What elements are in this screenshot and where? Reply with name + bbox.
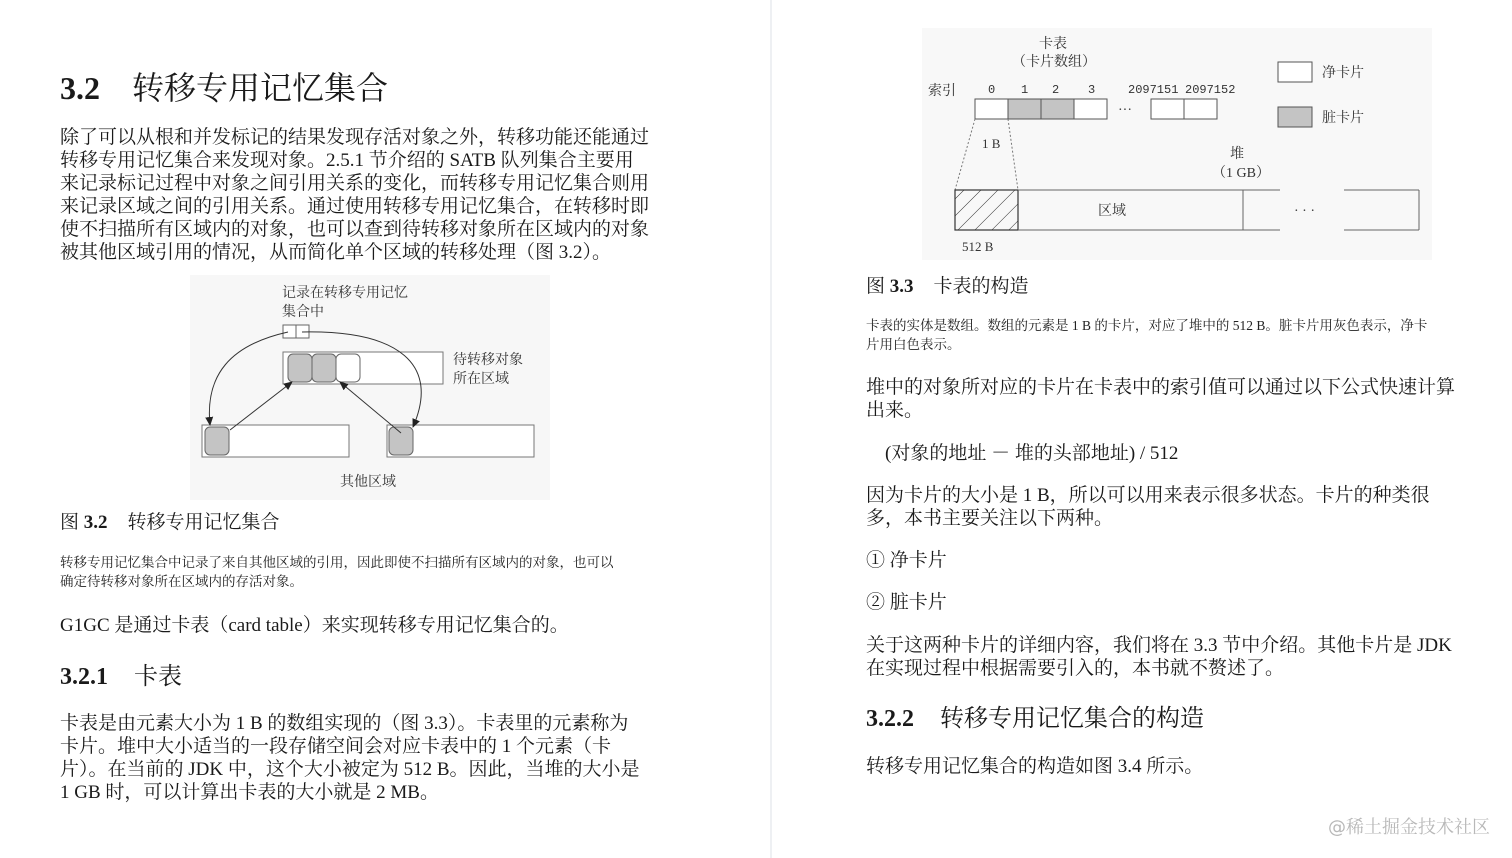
text-line: 卡表是由元素大小为 1 B 的数组实现的（图 3.3）。卡表里的元素称为 [60,713,629,734]
text-line: G1GC 是通过卡表（card table）来实现转移专用记忆集合的。 [60,615,569,636]
referencing-object [389,427,413,455]
list-item-dirty [866,591,947,614]
section-number: 3.2 [60,70,100,106]
section-heading [60,68,388,108]
watermark: @稀土掘金技术社区 [1328,817,1490,838]
figure-3-2-title [60,511,280,535]
label-recorded-line2: 集合中 [282,305,324,320]
index-label: 2097152 [1185,83,1236,97]
card-dirty [1041,99,1074,119]
figure-3-2-diagram [190,275,550,500]
label-block-size: 512 B [962,239,994,254]
card-ellipsis: ··· [1118,103,1132,118]
caption-line: 卡表的实体是数组。数组的元素是 1 B 的卡片，对应了堆中的 512 B。脏卡片用灰色表示，净卡 [866,318,1428,333]
caption-line: 确定待转移对象所在区域内的存活对象。 [60,574,303,589]
label-one-byte: 1 B [982,136,1001,151]
subsection-title: 卡表 [134,664,182,690]
intro-paragraph [60,126,649,264]
index-label: 3 [1088,83,1096,97]
card-table-paragraph [60,712,640,804]
index-label: 2 [1052,83,1060,97]
text-line: 来记录区域之间的引用关系。通过使用转移专用记忆集合，在转移时即 [60,196,650,217]
text-line: 被其他区域引用的情况，从而简化单个区域的转移处理（图 3.2）。 [60,242,612,263]
text-line: 片）。在当前的 JDK 中，这个大小被定为 512 B。因此，当堆的大小是 [60,759,640,780]
remembered-set-entry [283,325,296,338]
text-line: 关于这两种卡片的详细内容，我们将在 3.3 节中介绍。其他卡片是 JDK [866,635,1452,656]
text-line: 1 GB 时，可以计算出卡表的大小就是 2 MB。 [60,782,439,803]
list-item: ① 净卡片 [866,550,947,571]
index-paragraph [866,376,1455,422]
card-clean [975,99,1008,119]
figure-prefix: 图 [866,276,886,297]
caption-line: 转移专用记忆集合中记录了来自其他区域的引用，因此即使不扫描所有区域内的对象，也可以 [60,555,614,570]
text-line: 使不扫描所有区域内的对象，也可以查到待转移对象所在区域内的对象 [60,219,650,240]
label-card-table: 卡表 [1039,37,1067,52]
text-line: 除了可以从根和并发标记的结果发现存活对象之外，转移功能还能通过 [60,127,650,148]
label-other-regions: 其他区域 [340,475,396,490]
legend-dirty-label: 脏卡片 [1322,111,1364,126]
list-item-clean [866,549,947,572]
subsection-heading-3-2-1 [60,662,182,692]
figure-3-2-caption [60,553,614,591]
text-line: 卡片。堆中大小适当的一段存储空间会对应卡表中的 1 个元素（卡 [60,736,612,757]
label-target-line2: 所在区域 [453,372,509,387]
label-heap: 堆 [1230,147,1244,162]
subsection-title: 转移专用记忆集合的构造 [940,706,1204,732]
label-target-line1: 待转移对象 [453,353,523,368]
formula [885,442,1178,465]
card-clean [1184,99,1217,119]
section-title: 转移专用记忆集合 [132,70,389,106]
label-region: 区域 [1098,204,1126,219]
text-line: 转移专用记忆集合来发现对象。2.5.1 节介绍的 SATB 队列集合主要用 [60,150,634,171]
label-index: 索引 [928,84,956,99]
object [336,354,360,382]
figure-number: 3.2 [83,512,108,533]
label-heap-size: （1 GB） [1212,166,1270,181]
live-object [288,354,312,382]
figure-title-text: 转移专用记忆集合 [127,512,280,533]
figure-3-3-title [866,275,1029,299]
text-line: 堆中的对象所对应的卡片在卡表中的索引值可以通过以下公式快速计算 [866,377,1456,398]
caption-line: 片用白色表示。 [866,337,961,352]
figure-number: 3.3 [889,276,914,297]
index-label: 1 [1021,83,1029,97]
legend-clean-label: 净卡片 [1322,66,1364,81]
text-line: 出来。 [866,400,924,421]
referencing-object [205,427,229,455]
formula-text: (对象的地址 － 堆的头部地址) / 512 [885,443,1179,464]
text-line: 因为卡片的大小是 1 B，所以可以用来表示很多状态。卡片的种类很 [866,485,1430,506]
index-label: 0 [988,83,996,97]
text-line: 多，本书主要关注以下两种。 [866,508,1114,529]
g1gc-paragraph [60,614,569,637]
figure-3-3-caption [866,316,1427,354]
list-item: ② 脏卡片 [866,592,947,613]
structure-paragraph [866,755,1203,778]
legend-dirty-swatch [1278,107,1312,127]
live-object [312,354,336,382]
card-dirty [1008,99,1041,119]
text-line: 转移专用记忆集合的构造如图 3.4 所示。 [866,756,1204,777]
details-paragraph [866,634,1452,680]
right-page [772,0,1512,858]
label-recorded-line1: 记录在转移专用记忆 [282,286,408,301]
heap-ellipsis: · · · [1294,204,1315,219]
figure-3-3-diagram [922,28,1432,260]
index-label: 2097151 [1128,83,1179,97]
text-line: 来记录标记过程中对象之间引用关系的变化，而转移专用记忆集合则用 [60,173,650,194]
card-clean [1074,99,1107,119]
label-card-array: （卡片数组） [1012,55,1096,70]
figure-prefix: 图 [60,512,80,533]
subsection-number: 3.2.1 [60,664,108,690]
figure-title-text: 卡表的构造 [933,276,1029,297]
subsection-number: 3.2.2 [866,706,914,732]
kinds-paragraph [866,484,1430,530]
heap-block-512b [955,190,1018,230]
text-line: 在实现过程中根据需要引入的，本书就不赘述了。 [866,658,1285,679]
legend-clean-swatch [1278,62,1312,82]
subsection-heading-3-2-2 [866,704,1204,734]
card-clean [1151,99,1184,119]
